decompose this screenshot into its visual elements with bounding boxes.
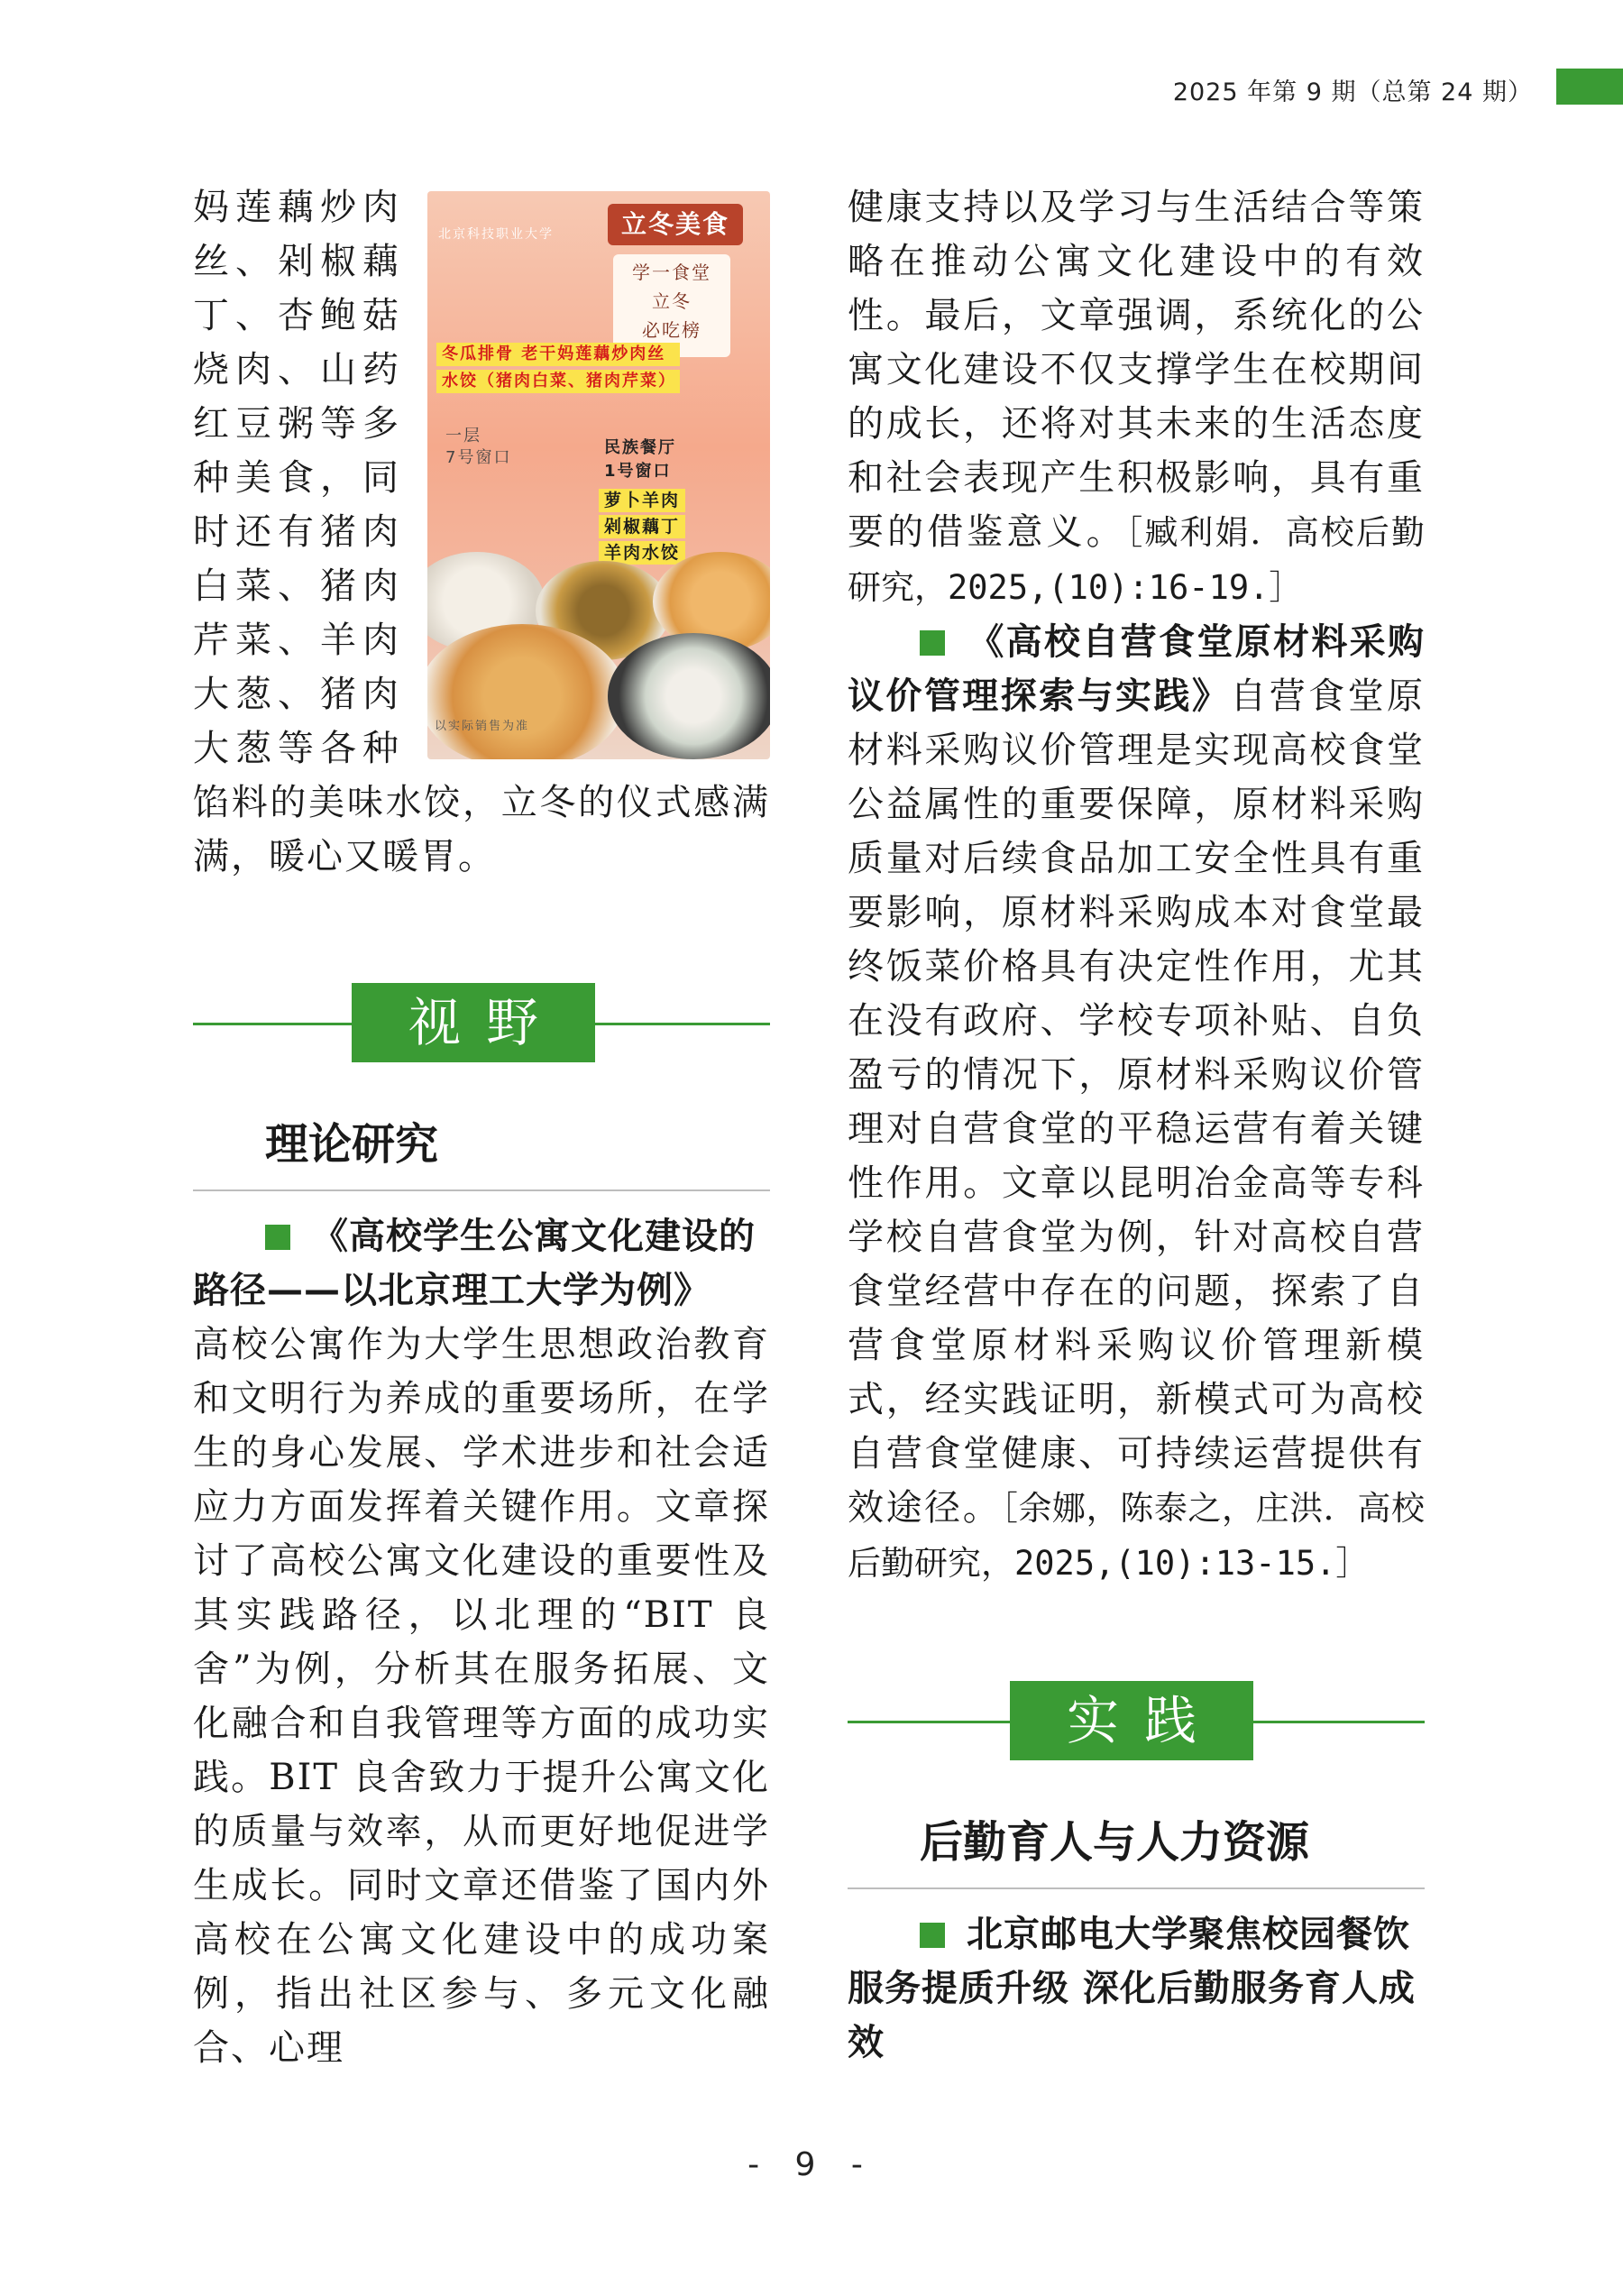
article2-reference: ［余娜，陈泰之，庄洪．高校后勤研究，2025,(10):13-15.］ — [848, 1489, 1425, 1583]
article3-title: 北京邮电大学聚焦校园餐饮服务提质升级 深化后勤服务育人成效 — [848, 1914, 1416, 2063]
article1-reference: ［臧利娟．高校后勤研究，2025,(10):16-19.］ — [848, 513, 1426, 607]
poster-ethnic-dish2: 剁椒藕丁 — [599, 515, 685, 538]
header-accent-bar — [1556, 69, 1623, 105]
poster-floor — [445, 426, 511, 469]
poster-caption: 以实际销售为准 — [435, 720, 530, 733]
poster-dishes — [436, 343, 680, 397]
article2-body: 自营食堂原材料采购议价管理是实现高校食堂公益属性的重要保障，原材料采购质量对后续食品加工安全性具有重要影响，原材料采购成本对食堂最终饭菜价格具有决定性作用，尤其在没有政府、学校专项补贴、自负盈亏的情况下，原材料采购议价管理对自营食堂的平稳运营有着关键性作用。文章以昆明冶金高等专科学校自营食堂为例，针对高校自营食堂经营中存在的问题，探索了自营食堂原材料采购议价管理新模式，经实践证明，新模式可为高校自营食堂健康、可持续运营提供有效途径。 — [848, 675, 1426, 1529]
left-column — [193, 180, 770, 2075]
subheading-theory: 理论研究 — [193, 1109, 770, 1191]
article1-continued — [848, 180, 1425, 615]
poster-ethnic-dish3: 羊肉水饺 — [599, 541, 685, 565]
right-column — [848, 180, 1425, 2070]
article1-title-block — [193, 1209, 770, 1318]
issue-label: 2025 年第 9 期（总第 24 期） — [1172, 78, 1533, 106]
poster-image — [427, 191, 770, 759]
poster-card-line3: 必吃榜 — [642, 319, 701, 341]
poster-floor-line1: 一层 — [445, 427, 481, 445]
section-banner-vision — [193, 983, 770, 1064]
section-banner-practice — [848, 1681, 1425, 1762]
poster-card — [613, 254, 730, 357]
poster-ethnic-line1: 民族餐厅 — [604, 438, 676, 457]
article1-body: 高校公寓作为大学生思想政治教育和文明行为养成的重要场所，在学生的身心发展、学术进步和社会适应力方面发挥着关键作用。文章探讨了高校公寓文化建设的重要性及其实践路径，以北理的“BIT 良舍”为例，分析其在服务拓展、文化融合和自我管理等方面的成功实践。BIT 良舍致力于提升公寓文化的质量与效率，从而更好地促进学生成长。同时文章还借鉴了国内外高校在公寓文化建设中的成功案例，指出社区参与、多元文化融合、心理 — [193, 1324, 770, 2069]
article1-continued-text: 健康支持以及学习与生活结合等策略在推动公寓文化建设中的有效性。最后，文章强调，系统化的公寓文化建设不仅支撑学生在校期间的成长，还将对其未来的生活态度和社会表现产生积极影响，具有重要的借鉴意义。 — [848, 187, 1425, 553]
poster-ethnic — [604, 436, 676, 483]
poster-school-name: 北京科技职业大学 — [438, 227, 554, 242]
bullet-square-icon — [920, 1923, 945, 1948]
intro-text: 妈莲藕炒肉丝、剁椒藕丁、杏鲍菇烧肉、山药红豆粥等多种美食，同时还有猪肉白菜、猪肉芹菜、羊肉大葱、猪肉大葱等各种馅料的美味水饺，立冬的仪式感满满，暖心又暖胃。 — [193, 187, 770, 877]
poster-ethnic-dishes — [599, 489, 685, 567]
poster-ethnic-line2: 1号窗口 — [604, 462, 672, 481]
bullet-square-icon — [920, 630, 945, 656]
poster-card-line2: 立冬 — [652, 290, 692, 312]
section-label: 实践 — [1010, 1681, 1253, 1760]
subheading-practice: 后勤育人与人力资源 — [848, 1807, 1425, 1889]
poster-dish-b: 水饺（猪肉白菜、猪肉芹菜） — [436, 370, 680, 393]
article2-title: 《高校自营食堂原材料采购议价管理探索与实践》 — [848, 621, 1425, 717]
article3-title-block — [848, 1907, 1425, 2070]
poster-card-line1: 学一食堂 — [632, 262, 711, 283]
article1-title: 《高校学生公寓文化建设的路径——以北京理工大学为例》 — [193, 1216, 756, 1311]
bullet-square-icon — [265, 1225, 290, 1250]
article2-block — [848, 615, 1425, 1591]
poster-ethnic-dish1: 萝卜羊肉 — [599, 489, 685, 512]
page-number: - 9 - — [747, 2146, 876, 2183]
poster-floor-line2: 7号窗口 — [445, 448, 512, 467]
soup-bowl-icon — [608, 633, 770, 759]
intro-paragraph — [193, 180, 770, 884]
section-label: 视野 — [352, 983, 595, 1062]
poster-title: 立冬美食 — [608, 204, 743, 245]
poster-dish-a: 冬瓜排骨 老干妈莲藕炒肉丝 — [436, 343, 680, 366]
